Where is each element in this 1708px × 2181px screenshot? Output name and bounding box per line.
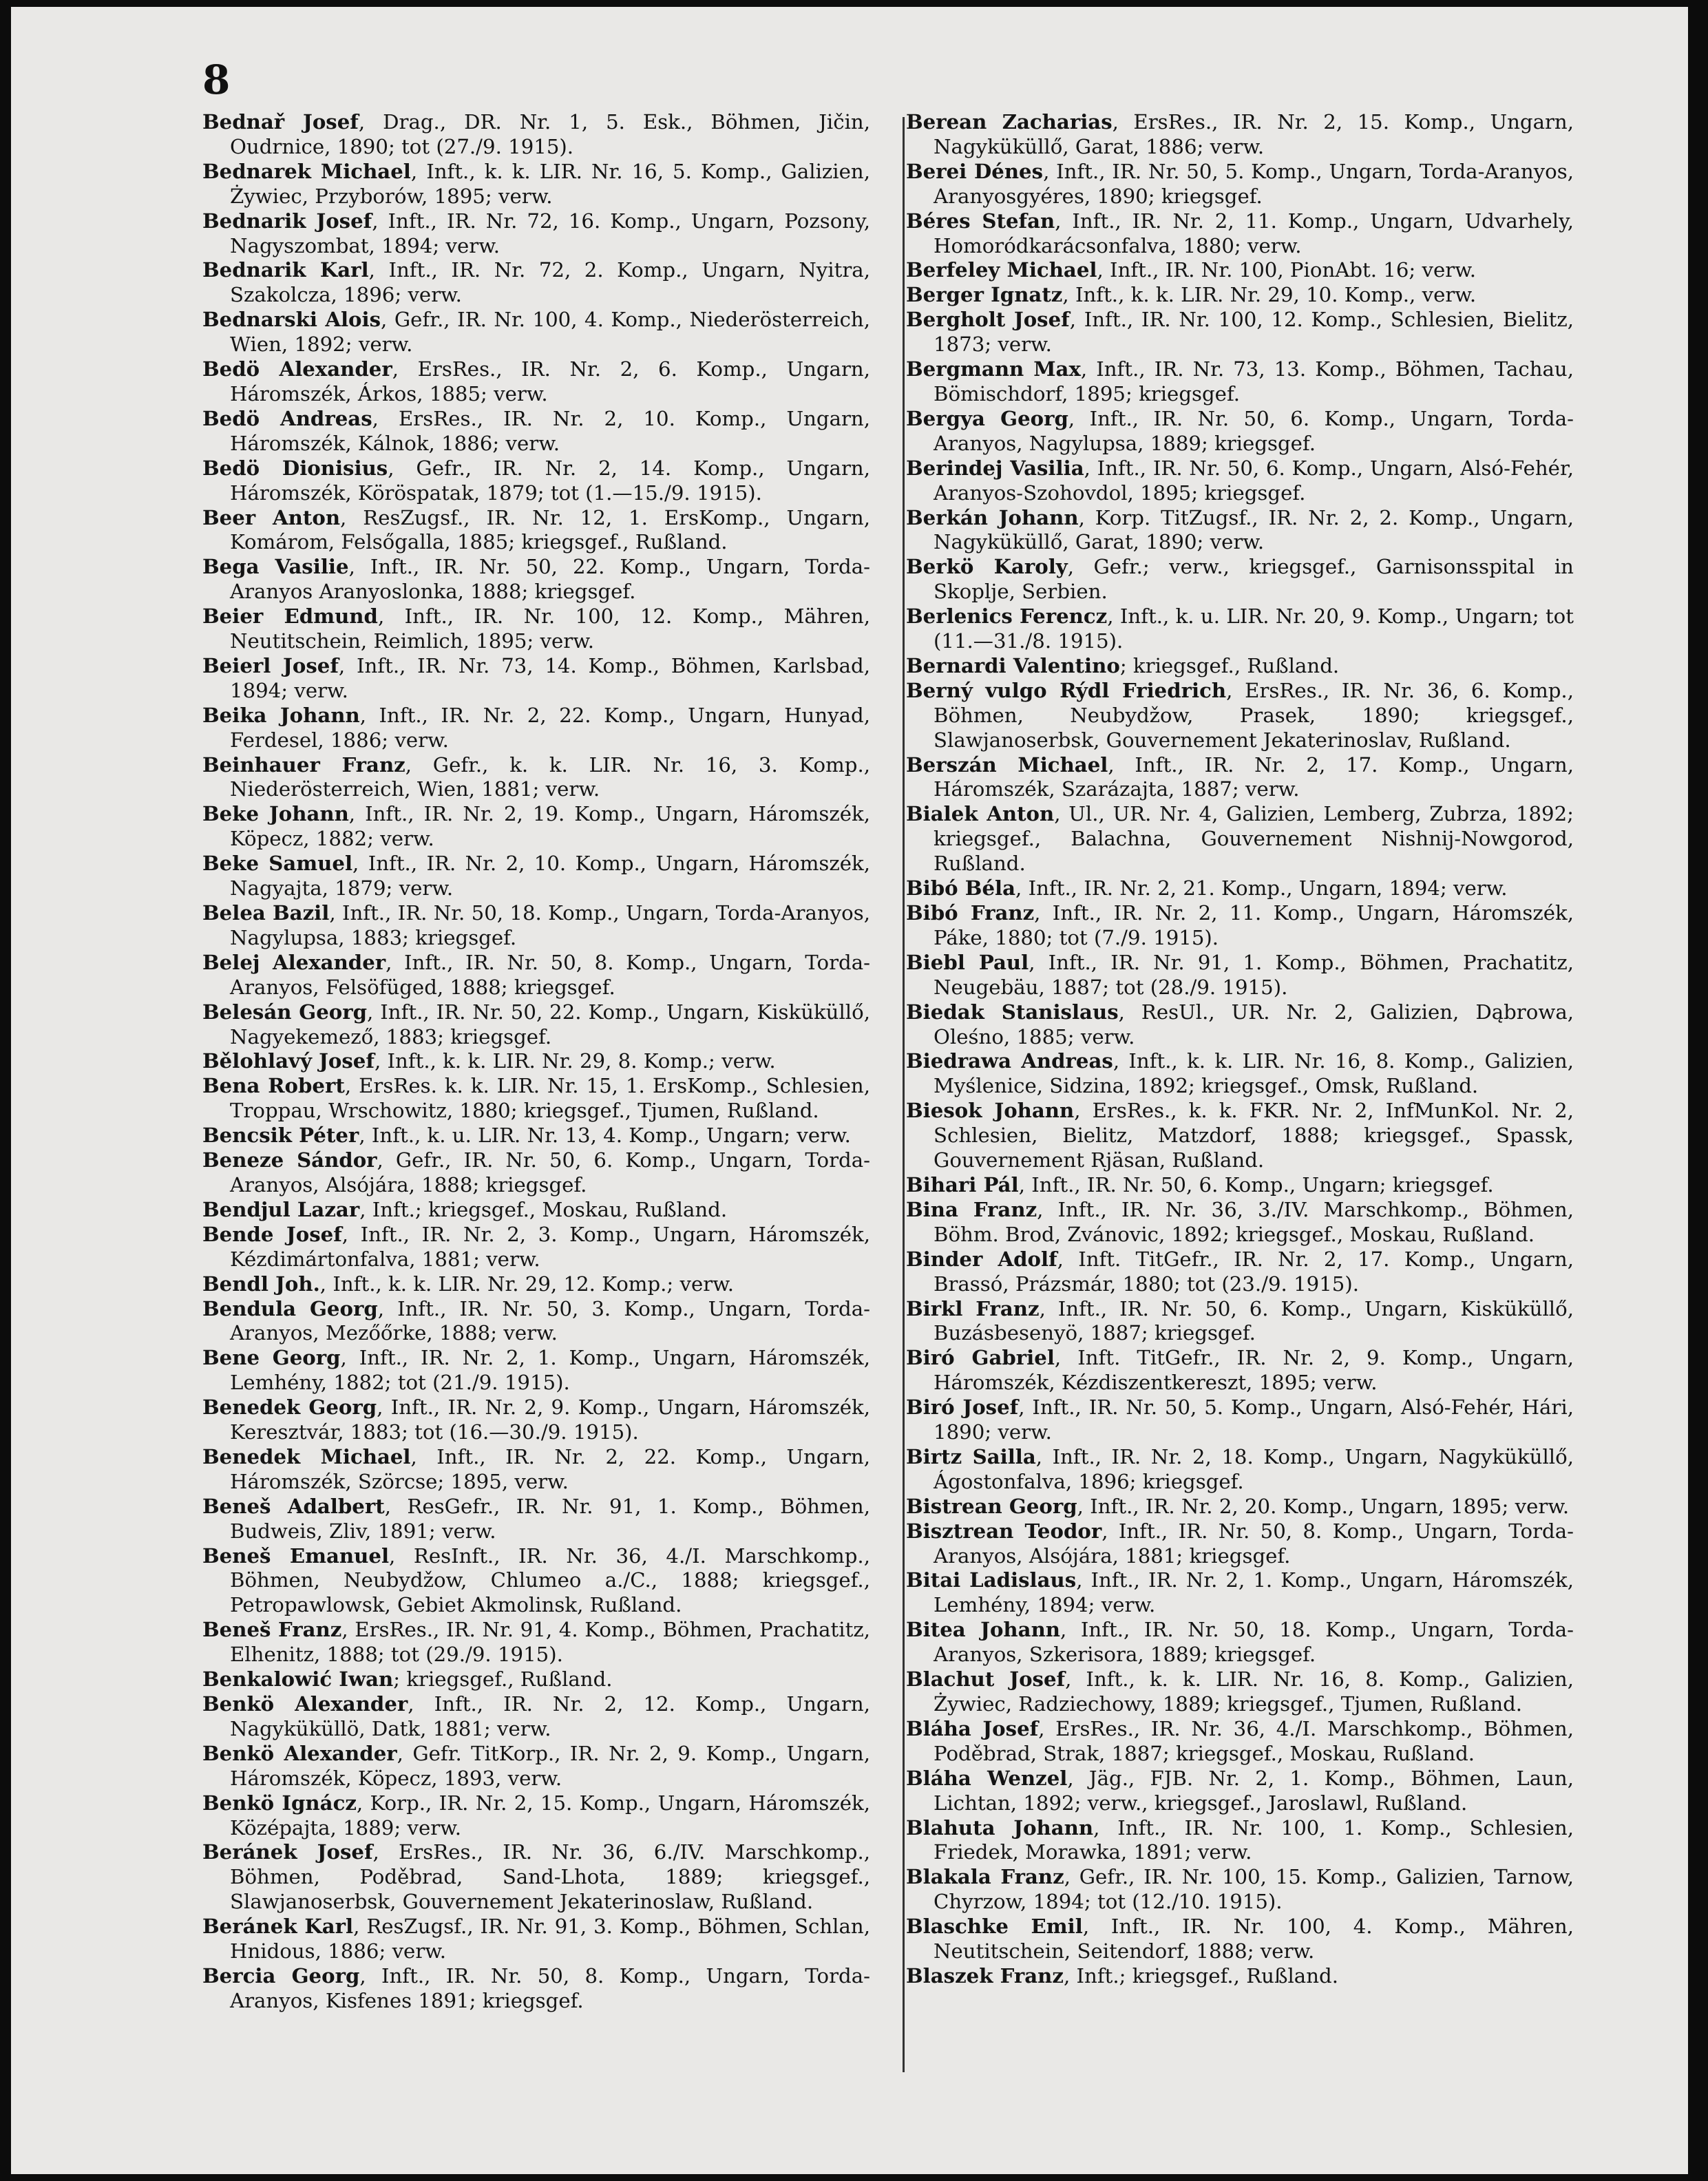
list-entry xyxy=(202,901,870,951)
entry-name: Benedek Michael xyxy=(202,1444,411,1468)
list-entry xyxy=(906,1099,1574,1173)
entry-details: , Inft., IR. Nr. 2, 3. Komp., Ungarn, Háromszék, Kézdimártonfalva, 1881; verw. xyxy=(230,1222,870,1271)
list-entry xyxy=(906,753,1574,803)
entry-name: Binder Adolf xyxy=(906,1247,1057,1271)
entry-details: , Inft., IR. Nr. 50, 5. Komp., Ungarn, Torda-Aranyos, Aranyosgyéres, 1890; kriegsgef. xyxy=(934,159,1574,208)
entry-name: Bende Josef xyxy=(202,1222,342,1246)
entry-details: , Inft., k. k. LIR. Nr. 16, 5. Komp., Galizien, Żywiec, Przyborów, 1895; verw. xyxy=(230,159,870,208)
entry-details: , Inft. TitGefr., IR. Nr. 2, 17. Komp., Ungarn, Brassó, Prázsmár, 1880; tot (23./9. 1915). xyxy=(934,1247,1574,1296)
list-entry xyxy=(202,1964,870,2014)
entry-details: , Inft., IR. Nr. 2, 21. Komp., Ungarn, 1894; verw. xyxy=(1015,876,1508,900)
entry-name: Birtz Sailla xyxy=(906,1444,1036,1468)
list-entry xyxy=(906,951,1574,1000)
entry-details: , ErsRes., IR. Nr. 2, 6. Komp., Ungarn, Háromszék, Árkos, 1885; verw. xyxy=(230,357,870,405)
entry-details: , ResZugsf., IR. Nr. 91, 3. Komp., Böhmen, Schlan, Hnidous, 1886; verw. xyxy=(230,1915,870,1963)
entry-details: , ErsRes., IR. Nr. 2, 15. Komp., Ungarn, Nagyküküllő, Garat, 1886; verw. xyxy=(934,110,1574,158)
list-entry xyxy=(202,1667,870,1692)
entry-details: , Korp., IR. Nr. 2, 15. Komp., Ungarn, Háromszék, Középajta, 1889; verw. xyxy=(230,1791,870,1840)
list-entry xyxy=(906,456,1574,506)
list-entry xyxy=(202,209,870,259)
entry-name: Biró Josef xyxy=(906,1395,1019,1420)
list-entry xyxy=(202,555,870,604)
entry-name: Bercia Georg xyxy=(202,1963,360,1988)
entry-name: Beika Johann xyxy=(202,703,360,727)
entry-details: , Inft., IR. Nr. 72, 16. Komp., Ungarn, Pozsony, Nagyszombat, 1894; verw. xyxy=(230,209,870,257)
list-entry xyxy=(906,1519,1574,1569)
list-entry xyxy=(202,704,870,753)
entry-name: Bencsik Péter xyxy=(202,1124,359,1148)
list-entry xyxy=(202,308,870,357)
entry-details: , Inft., IR. Nr. 2, 12. Komp., Ungarn, Nagyküküllö, Datk, 1881; verw. xyxy=(230,1692,870,1740)
entry-name: Berszán Michael xyxy=(906,752,1108,777)
entry-name: Bernardi Valentino xyxy=(906,653,1120,677)
list-entry xyxy=(906,1618,1574,1667)
entry-details: , Inft., IR. Nr. 2, 9. Komp., Ungarn, Háromszék, Keresztvár, 1883; tot (16.—30./9. 1915). xyxy=(230,1395,870,1444)
list-entry xyxy=(906,357,1574,407)
entry-name: Berkán Johann xyxy=(906,505,1079,529)
entry-details: , Inft., IR. Nr. 2, 22. Komp., Ungarn, Hunyad, Ferdesel, 1886; verw. xyxy=(230,703,871,752)
entry-name: Biró Gabriel xyxy=(906,1346,1055,1370)
entry-details: , Inft., IR. Nr. 91, 1. Komp., Böhmen, Prachatitz, Neugebäu, 1887; tot (28./9. 1915). xyxy=(934,950,1574,999)
entry-name: Biesok Johann xyxy=(906,1099,1075,1123)
list-entry xyxy=(202,604,870,654)
entry-name: Bergmann Max xyxy=(906,357,1081,381)
entry-details: , Inft., IR. Nr. 2, 20. Komp., Ungarn, 1895; verw. xyxy=(1077,1494,1570,1518)
entry-name: Bega Vasilie xyxy=(202,555,349,579)
entry-name: Bendula Georg xyxy=(202,1296,378,1320)
list-entry xyxy=(202,1445,870,1495)
list-entry xyxy=(202,1495,870,1544)
entry-details: , Inft., IR. Nr. 2, 22. Komp., Ungarn, Háromszék, Szörcse; 1895, verw. xyxy=(230,1444,870,1493)
entry-name: Beránek Karl xyxy=(202,1915,354,1939)
list-entry xyxy=(202,407,870,456)
entry-name: Bedö Dionisius xyxy=(202,456,388,480)
entry-details: , Inft., IR. Nr. 2, 11. Komp., Ungarn, Udvarhely, Homoródkarácsonfalva, 1880; verw. xyxy=(934,209,1574,257)
list-entry xyxy=(906,1000,1574,1050)
list-entry xyxy=(906,1247,1574,1297)
entry-name: Blaszek Franz xyxy=(906,1963,1064,1988)
list-entry xyxy=(202,1742,870,1791)
list-entry xyxy=(906,283,1574,308)
entry-name: Beinhauer Franz xyxy=(202,752,405,777)
entry-name: Beránek Josef xyxy=(202,1840,373,1864)
entry-details: , Inft., IR. Nr. 73, 14. Komp., Böhmen, Karlsbad, 1894; verw. xyxy=(230,653,870,702)
entry-name: Belesán Georg xyxy=(202,1000,368,1024)
list-entry xyxy=(906,1173,1574,1198)
entry-name: Benkö Alexander xyxy=(202,1692,408,1716)
entry-details: , Inft., IR. Nr. 50, 3. Komp., Ungarn, Torda-Aranyos, Mezőőrke, 1888; verw. xyxy=(230,1296,870,1345)
entry-details: , Inft., k. k. LIR. Nr. 16, 8. Komp., Galizien, Żywiec, Radziechowy, 1889; kriegsgef., Tjumen, Rußland. xyxy=(934,1667,1574,1716)
entry-name: Blachut Josef xyxy=(906,1667,1066,1692)
entry-name: Berfeley Michael xyxy=(906,258,1097,282)
list-entry xyxy=(906,1346,1574,1395)
entry-details: , ErsRes., IR. Nr. 91, 4. Komp., Böhmen, Prachatitz, Elhenitz, 1888; tot (29./9. 1915). xyxy=(230,1618,870,1667)
entry-details: , Inft., IR. Nr. 50, 22. Komp., Ungarn, Kisküküllő, Nagyekemező, 1883; kriegsgef. xyxy=(230,1000,870,1049)
list-entry xyxy=(202,654,870,704)
entry-details: , Gefr., IR. Nr. 50, 6. Komp., Ungarn, Torda-Aranyos, Alsójára, 1888; kriegsgef. xyxy=(230,1148,870,1197)
list-entry xyxy=(202,1074,870,1124)
entry-details: , Inft., IR. Nr. 2, 11. Komp., Ungarn, Háromszék, Páke, 1880; tot (7./9. 1915). xyxy=(934,901,1574,949)
entry-name: Bednarik Karl xyxy=(202,258,369,282)
entry-name: Berkö Karoly xyxy=(906,555,1068,579)
list-entry xyxy=(906,506,1574,556)
entry-name: Benkö Alexander xyxy=(202,1741,397,1765)
entry-details: , Inft., IR. Nr. 100, 12. Komp., Mähren, Neutitschein, Reimlich, 1895; verw. xyxy=(230,604,870,653)
entry-details: ; kriegsgef., Rußland. xyxy=(393,1667,613,1692)
entry-details: , Gefr., IR. Nr. 100, 15. Komp., Galizien, Tarnow, Chyrzow, 1894; tot (12./10. 1915). xyxy=(934,1865,1574,1914)
entry-name: Bednarski Alois xyxy=(202,308,381,332)
entry-details: , Inft.; kriegsgef., Moskau, Rußland. xyxy=(359,1197,728,1221)
list-entry xyxy=(906,1198,1574,1247)
entry-details: , ResUl., UR. Nr. 2, Galizien, Dąbrowa, Oleśno, 1885; verw. xyxy=(934,1000,1574,1049)
document-page xyxy=(11,7,1688,2174)
entry-details: , ResGefr., IR. Nr. 91, 1. Komp., Böhmen, Budweis, Zliv, 1891; verw. xyxy=(230,1494,870,1543)
list-entry xyxy=(906,679,1574,753)
list-entry xyxy=(906,1049,1574,1099)
entry-details: , Inft., IR. Nr. 2, 10. Komp., Ungarn, Háromszék, Nagyajta, 1879; verw. xyxy=(230,852,870,900)
entry-name: Bednarek Michael xyxy=(202,159,411,183)
entry-details: , Gefr. TitKorp., IR. Nr. 2, 9. Komp., Ungarn, Háromszék, Köpecz, 1893, verw. xyxy=(230,1741,870,1790)
list-entry xyxy=(202,110,870,160)
entry-name: Bednarik Josef xyxy=(202,209,372,233)
entry-name: Bibó Béla xyxy=(906,876,1016,900)
entry-name: Biedrawa Andreas xyxy=(906,1049,1113,1073)
entry-name: Beneš Franz xyxy=(202,1618,342,1642)
entry-details: , Inft., k. u. LIR. Nr. 13, 4. Komp., Ungarn; verw. xyxy=(359,1124,851,1148)
entry-details: , ErsRes., k. k. FKR. Nr. 2, InfMunKol. Nr. 2, Schlesien, Bielitz, Matzdorf, 1888; kriegsgef., Spassk, Gouvernement Rjäsan, Rußland. xyxy=(934,1099,1574,1172)
entry-name: Bibó Franz xyxy=(906,901,1035,925)
list-entry xyxy=(906,604,1574,654)
entry-details: , Inft., IR. Nr. 50, 8. Komp., Ungarn, Torda-Aranyos, Alsójára, 1881; kriegsgef. xyxy=(934,1519,1574,1568)
entry-name: Berger Ignatz xyxy=(906,283,1063,307)
entry-name: Bisztrean Teodor xyxy=(906,1519,1102,1543)
list-entry xyxy=(906,1767,1574,1816)
entry-name: Biebl Paul xyxy=(906,950,1029,974)
entry-name: Benkalowić Iwan xyxy=(202,1667,394,1692)
entry-details: , Gefr., IR. Nr. 100, 4. Komp., Niederösterreich, Wien, 1892; verw. xyxy=(230,308,870,357)
list-entry xyxy=(906,1395,1574,1445)
entry-name: Bistrean Georg xyxy=(906,1494,1077,1518)
entry-name: Blakala Franz xyxy=(906,1865,1064,1889)
entry-details: , Inft., IR. Nr. 50, 6. Komp., Ungarn, Kisküküllő, Buzásbesenyö, 1887; kriegsgef. xyxy=(934,1296,1574,1345)
entry-name: Berean Zacharias xyxy=(906,110,1113,134)
entry-name: Berindej Vasilia xyxy=(906,456,1084,480)
right-column xyxy=(906,110,1574,1989)
entry-details: , Inft., IR. Nr. 50, 6. Komp., Ungarn, Alsó-Fehér, Aranyos-Szohovdol, 1895; kriegsgef. xyxy=(934,456,1574,505)
list-entry xyxy=(202,1297,870,1347)
list-entry xyxy=(202,1049,870,1074)
entry-details: , Inft., IR. Nr. 72, 2. Komp., Ungarn, Nyitra, Szakolcza, 1896; verw. xyxy=(230,258,870,307)
list-entry xyxy=(906,1445,1574,1495)
entry-details: , Inft., IR. Nr. 50, 22. Komp., Ungarn, Torda-Aranyos Aranyoslonka, 1888; kriegsgef. xyxy=(230,555,870,604)
entry-details: , Inft., k. k. LIR. Nr. 16, 8. Komp., Galizien, Myślenice, Sidzina, 1892; kriegsgef., Omsk, Rußland. xyxy=(934,1049,1574,1098)
entry-details: , Inft., IR. Nr. 100, 4. Komp., Mähren, Neutitschein, Seitendorf, 1888; verw. xyxy=(934,1915,1574,1963)
entry-details: , Inft., IR. Nr. 50, 8. Komp., Ungarn, Torda-Aranyos, Kisfenes 1891; kriegsgef. xyxy=(230,1963,870,2012)
list-entry xyxy=(906,1865,1574,1915)
list-entry xyxy=(202,951,870,1000)
entry-name: Bergholt Josef xyxy=(906,308,1070,332)
entry-details: , Inft., k. k. LIR. Nr. 29, 12. Komp.; verw. xyxy=(319,1272,735,1296)
list-entry xyxy=(202,753,870,803)
list-entry xyxy=(906,802,1574,876)
entry-name: Beneze Sándor xyxy=(202,1148,377,1172)
entry-name: Bedö Andreas xyxy=(202,406,372,430)
entry-name: Beer Anton xyxy=(202,505,341,529)
entry-details: , Inft., IR. Nr. 100, PionAbt. 16; verw. xyxy=(1097,258,1477,282)
list-entry xyxy=(906,258,1574,283)
entry-name: Birkl Franz xyxy=(906,1296,1040,1320)
entry-details: , Inft., k. u. LIR. Nr. 20, 9. Komp., Ungarn; tot (11.—31./8. 1915). xyxy=(934,604,1574,653)
list-entry xyxy=(906,308,1574,357)
list-entry xyxy=(202,357,870,407)
entry-details: , ErsRes., IR. Nr. 36, 6. Komp., Böhmen, Neubydžow, Prasek, 1890; kriegsgef., Slawjanoserbsk, Gouvernement Jekaterinoslav, Rußland. xyxy=(934,678,1574,752)
entry-details: , ErsRes., IR. Nr. 36, 6./IV. Marschkomp., Böhmen, Poděbrad, Sand-Lhota, 1889; kriegsgef., Slawjanoserbsk, Gouvernement Jekaterinoslaw, Rußland. xyxy=(230,1840,871,1914)
entry-details: , Drag., DR. Nr. 1, 5. Esk., Böhmen, Jičin, Oudrnice, 1890; tot (27./9. 1915). xyxy=(230,110,871,158)
entry-name: Biedak Stanislaus xyxy=(906,1000,1119,1024)
entry-details: , Inft., IR. Nr. 100, 1. Komp., Schlesien, Friedek, Morawka, 1891; verw. xyxy=(934,1815,1574,1864)
list-entry xyxy=(202,1618,870,1667)
list-entry xyxy=(202,802,870,852)
list-entry xyxy=(202,1148,870,1198)
list-entry xyxy=(906,1964,1574,1989)
list-entry xyxy=(202,506,870,556)
entry-details: , Inft., IR. Nr. 2, 17. Komp., Ungarn, Háromszék, Szarázajta, 1887; verw. xyxy=(934,752,1574,801)
entry-name: Blahuta Johann xyxy=(906,1815,1094,1840)
left-column xyxy=(202,110,870,2014)
entry-details: , Inft., IR. Nr. 50, 18. Komp., Ungarn, Torda-Aranyos, Szkerisora, 1889; kriegsgef. xyxy=(934,1618,1574,1667)
list-entry xyxy=(906,160,1574,209)
list-entry xyxy=(202,1791,870,1841)
list-entry xyxy=(906,1297,1574,1347)
entry-name: Berlenics Ferencz xyxy=(906,604,1108,629)
entry-name: Beke Samuel xyxy=(202,852,353,876)
entry-name: Bělohlavý Josef xyxy=(202,1049,375,1073)
list-entry xyxy=(202,1223,870,1272)
entry-name: Beneš Adalbert xyxy=(202,1494,385,1518)
list-entry xyxy=(202,1124,870,1148)
entry-name: Berný vulgo Rýdl Friedrich xyxy=(906,678,1227,702)
list-entry xyxy=(202,1840,870,1915)
entry-name: Bitea Johann xyxy=(906,1618,1061,1642)
entry-name: Benkö Ignácz xyxy=(202,1791,357,1815)
entry-details: , ErsRes., IR. Nr. 36, 4./I. Marschkomp., Böhmen, Poděbrad, Strak, 1887; kriegsgef., Moskau, Rußland. xyxy=(934,1716,1574,1765)
list-entry xyxy=(202,1000,870,1050)
list-entry xyxy=(202,258,870,308)
list-entry xyxy=(906,876,1574,901)
entry-details: , Gefr., k. k. LIR. Nr. 16, 3. Komp., Niederösterreich, Wien, 1881; verw. xyxy=(230,752,871,801)
entry-details: , ResZugsf., IR. Nr. 12, 1. ErsKomp., Ungarn, Komárom, Felsőgalla, 1885; kriegsgef., Rußland. xyxy=(230,505,870,554)
column-divider xyxy=(903,117,905,2072)
entry-name: Bitai Ladislaus xyxy=(906,1568,1077,1592)
entry-details: , Inft., IR. Nr. 50, 18. Komp., Ungarn, Torda-Aranyos, Nagylupsa, 1883; kriegsgef. xyxy=(230,901,870,949)
entry-details: , Inft., IR. Nr. 2, 1. Komp., Ungarn, Háromszék, Lemhény, 1894; verw. xyxy=(934,1568,1574,1617)
entry-details: , Inft., k. k. LIR. Nr. 29, 8. Komp.; verw. xyxy=(374,1049,776,1073)
list-entry xyxy=(202,1544,870,1619)
entry-details: , Gefr., IR. Nr. 2, 14. Komp., Ungarn, Háromszék, Köröspatak, 1879; tot (1.—15./9. 1915). xyxy=(230,456,870,505)
entry-name: Beierl Josef xyxy=(202,653,339,677)
list-entry xyxy=(906,1717,1574,1767)
list-entry xyxy=(202,1692,870,1742)
entry-name: Benedek Georg xyxy=(202,1395,377,1420)
list-entry xyxy=(906,654,1574,679)
entry-name: Blaschke Emil xyxy=(906,1915,1083,1939)
list-entry xyxy=(202,1395,870,1445)
entry-name: Beier Edmund xyxy=(202,604,378,629)
entry-details: ; kriegsgef., Rußland. xyxy=(1119,653,1340,677)
entry-details: , Jäg., FJB. Nr. 2, 1. Komp., Böhmen, Laun, Lichtan, 1892; verw., kriegsgef., Jaroslawl, Rußland. xyxy=(934,1766,1574,1815)
entry-details: , Gefr.; verw., kriegsgef., Garnisonsspital in Skoplje, Serbien. xyxy=(934,555,1574,604)
entry-name: Bina Franz xyxy=(906,1197,1037,1221)
list-entry xyxy=(906,407,1574,456)
entry-name: Bena Robert xyxy=(202,1074,345,1098)
entry-name: Belea Bazil xyxy=(202,901,330,925)
entry-details: , Inft., IR. Nr. 2, 1. Komp., Ungarn, Háromszék, Lemhény, 1882; tot (21./9. 1915). xyxy=(230,1346,870,1395)
entry-details: , Inft. TitGefr., IR. Nr. 2, 9. Komp., Ungarn, Háromszék, Kézdiszentkereszt, 1895; verw. xyxy=(934,1346,1574,1395)
entry-name: Bláha Wenzel xyxy=(906,1766,1068,1790)
entry-details: , ResInft., IR. Nr. 36, 4./I. Marschkomp., Böhmen, Neubydžow, Chlumeo a./C., 1888; kriegsgef., Petropawlowsk, Gebiet Akmolinsk, Rußland. xyxy=(230,1543,870,1617)
entry-name: Bergya Georg xyxy=(906,406,1068,430)
list-entry xyxy=(906,209,1574,259)
list-entry xyxy=(202,1346,870,1395)
list-entry xyxy=(202,456,870,506)
entry-name: Bednař Josef xyxy=(202,110,359,134)
entry-details: , Inft., IR. Nr. 100, 12. Komp., Schlesien, Bielitz, 1873; verw. xyxy=(934,308,1574,357)
list-entry xyxy=(202,852,870,901)
entry-details: , ErsRes. k. k. LIR. Nr. 15, 1. ErsKomp., Schlesien, Troppau, Wrschowitz, 1880; kriegsgef., Tjumen, Rußland. xyxy=(230,1074,870,1123)
entry-details: , Inft., IR. Nr. 2, 18. Komp., Ungarn, Nagyküküllő, Ágostonfalva, 1896; kriegsgef. xyxy=(934,1444,1574,1493)
list-entry xyxy=(202,1272,870,1297)
page-number: 8 xyxy=(202,56,231,103)
entry-name: Bláha Josef xyxy=(906,1716,1039,1740)
list-entry xyxy=(906,901,1574,951)
entry-name: Béres Stefan xyxy=(906,209,1055,233)
entry-name: Beke Johann xyxy=(202,802,349,826)
entry-name: Bihari Pál xyxy=(906,1172,1019,1197)
entry-name: Bendjul Lazar xyxy=(202,1197,360,1221)
entry-details: , Inft., IR. Nr. 73, 13. Komp., Böhmen, Tachau, Bömischdorf, 1895; kriegsgef. xyxy=(934,357,1574,405)
list-entry xyxy=(906,1495,1574,1519)
entry-details: , Inft., IR. Nr. 2, 19. Komp., Ungarn, Háromszék, Köpecz, 1882; verw. xyxy=(230,802,870,851)
list-entry xyxy=(906,555,1574,604)
list-entry xyxy=(906,1816,1574,1866)
entry-details: , Inft., IR. Nr. 36, 3./IV. Marschkomp., Böhmen, Böhm. Brod, Zvánovic, 1892; kriegsgef., Moskau, Rußland. xyxy=(934,1197,1574,1246)
entry-details: , ErsRes., IR. Nr. 2, 10. Komp., Ungarn, Háromszék, Kálnok, 1886; verw. xyxy=(230,406,870,455)
list-entry xyxy=(202,160,870,209)
list-entry xyxy=(202,1198,870,1223)
entry-details: , Inft., IR. Nr. 50, 5. Komp., Ungarn, Alsó-Fehér, Hári, 1890; verw. xyxy=(934,1395,1574,1444)
entry-details: , Inft., IR. Nr. 50, 6. Komp., Ungarn, Torda-Aranyos, Nagylupsa, 1889; kriegsgef. xyxy=(934,406,1574,455)
entry-name: Beneš Emanuel xyxy=(202,1543,390,1568)
entry-details: , Inft., k. k. LIR. Nr. 29, 10. Komp., verw. xyxy=(1062,283,1477,307)
entry-name: Bene Georg xyxy=(202,1346,341,1370)
entry-details: , Inft.; kriegsgef., Rußland. xyxy=(1063,1963,1338,1988)
list-entry xyxy=(906,1667,1574,1717)
list-entry xyxy=(202,1915,870,1964)
list-entry xyxy=(906,110,1574,160)
entry-details: , Inft., IR. Nr. 50, 8. Komp., Ungarn, Torda-Aranyos, Felsöfüged, 1888; kriegsgef. xyxy=(230,950,870,999)
list-entry xyxy=(906,1568,1574,1618)
entry-name: Berei Dénes xyxy=(906,159,1044,183)
entry-details: , Korp. TitZugsf., IR. Nr. 2, 2. Komp., Ungarn, Nagyküküllő, Garat, 1890; verw. xyxy=(934,505,1574,554)
entry-details: , Inft., IR. Nr. 50, 6. Komp., Ungarn; kriegsgef. xyxy=(1018,1172,1494,1197)
entry-name: Belej Alexander xyxy=(202,950,386,974)
entry-name: Bedö Alexander xyxy=(202,357,392,381)
entry-name: Bialek Anton xyxy=(906,802,1055,826)
entry-details: , Ul., UR. Nr. 4, Galizien, Lemberg, Zubrza, 1892; kriegsgef., Balachna, Gouvernement Nishnij-Nowgorod, Rußland. xyxy=(934,802,1574,876)
list-entry xyxy=(906,1915,1574,1964)
entry-name: Bendl Joh. xyxy=(202,1272,320,1296)
